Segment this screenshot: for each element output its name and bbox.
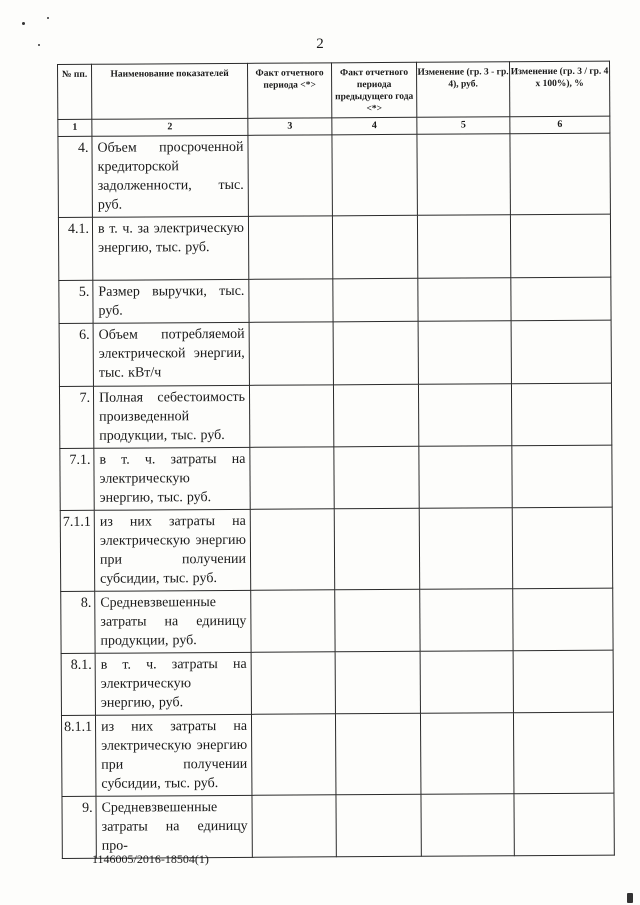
indicators-table	[57, 61, 615, 859]
indicator-name: Средневзвешенные затраты на единицу продукции, руб.	[95, 590, 251, 653]
value-cell	[419, 446, 512, 509]
header-indicator-name: Наименование показателей	[92, 63, 248, 119]
value-cell	[511, 383, 611, 446]
value-cell	[513, 712, 613, 794]
value-cell	[250, 447, 334, 510]
value-cell	[333, 384, 418, 447]
value-cell	[248, 216, 332, 280]
indicator-name: в т. ч. затраты на электрическую энергию, тыс. руб.	[94, 447, 250, 510]
row-number: 8.1.1	[61, 715, 95, 796]
value-cell	[332, 134, 417, 216]
table-row	[58, 214, 610, 280]
value-cell	[514, 793, 614, 856]
table-row	[60, 445, 612, 510]
value-cell	[418, 321, 511, 385]
value-cell	[510, 214, 610, 278]
value-cell	[251, 714, 335, 796]
column-number: 1	[58, 119, 92, 136]
indicator-name: Объем просроченной кредиторской задолженности, тыс. руб.	[92, 135, 248, 217]
value-cell	[512, 507, 612, 589]
value-cell	[251, 590, 335, 653]
scan-speck	[47, 17, 49, 19]
row-number: 5.	[59, 280, 93, 323]
row-number: 9.	[62, 796, 96, 858]
value-cell	[335, 713, 420, 795]
column-number: 4	[332, 117, 417, 135]
value-cell	[420, 589, 513, 652]
header-fact-previous-year: Факт отчетного периода предыдущего года <*>	[331, 62, 416, 118]
indicator-name: из них затраты на электрическую энергию при получении субсидии, тыс. руб.	[95, 714, 251, 796]
value-cell	[333, 321, 418, 385]
table-row	[59, 383, 611, 448]
value-cell	[420, 713, 513, 795]
value-cell	[417, 215, 510, 279]
value-cell	[250, 509, 334, 591]
row-number: 8.	[61, 591, 95, 653]
scan-speck	[38, 44, 40, 46]
indicator-name: Полная себестоимость произведенной продукции, тыс. руб.	[93, 385, 249, 448]
value-cell	[252, 795, 336, 858]
value-cell	[249, 279, 333, 323]
value-cell	[336, 794, 421, 857]
value-cell	[513, 650, 613, 713]
table-row	[62, 793, 614, 858]
value-cell	[510, 133, 610, 215]
header-change-percent: Изменение (гр. 3 / гр. 4 x 100%), %	[509, 61, 609, 117]
row-number: 7.1.	[60, 448, 94, 510]
scan-speck	[22, 22, 25, 25]
table-row	[61, 712, 613, 796]
value-cell	[335, 589, 420, 652]
indicator-name: в т. ч. затраты на электрическую энергию, руб.	[95, 652, 251, 715]
value-cell	[248, 135, 332, 217]
value-cell	[420, 651, 513, 714]
value-cell	[418, 384, 511, 447]
row-number: 8.1.	[61, 653, 95, 715]
value-cell	[512, 445, 612, 508]
indicator-name: Размер выручки, тыс. руб.	[93, 279, 249, 323]
row-number: 7.1.1	[60, 510, 94, 591]
column-number: 3	[248, 118, 332, 136]
indicator-name: Объем потребляемой электрической энергии, тыс. кВт/ч	[93, 322, 249, 386]
value-cell	[419, 508, 512, 590]
table-row	[58, 133, 610, 217]
table-row	[60, 507, 612, 591]
row-number: 4.1.	[58, 217, 92, 280]
row-number: 6.	[59, 323, 93, 386]
value-cell	[333, 278, 418, 322]
column-number: 6	[510, 116, 610, 134]
value-cell	[334, 446, 419, 509]
table-row	[61, 650, 613, 715]
value-cell	[334, 508, 419, 590]
table-row	[59, 277, 611, 323]
table-row	[61, 588, 613, 653]
value-cell	[251, 652, 335, 715]
column-number: 2	[92, 118, 248, 136]
page-number: 2	[316, 36, 324, 52]
header-change-absolute: Изменение (гр. 3 - гр. 4), руб.	[416, 62, 509, 118]
value-cell	[511, 320, 611, 384]
value-cell	[249, 322, 333, 386]
row-number: 4.	[58, 136, 92, 217]
column-number: 5	[417, 117, 510, 135]
value-cell	[511, 277, 611, 321]
indicator-name: в т. ч. за электрическую энергию, тыс. руб.	[92, 216, 248, 280]
value-cell	[418, 278, 511, 322]
header-fact-current: Факт отчетного периода <*>	[247, 63, 331, 119]
header-row	[58, 61, 610, 119]
indicators-table-wrapper	[57, 61, 615, 859]
value-cell	[421, 794, 514, 857]
indicator-name: Средневзвешенные затраты на единицу про-	[96, 795, 252, 858]
indicator-name: из них затраты на электрическую энергию при получении субсидии, тыс. руб.	[94, 509, 250, 591]
value-cell	[249, 385, 333, 448]
table-row	[59, 320, 611, 386]
header-number: № пп.	[58, 64, 92, 119]
value-cell	[513, 588, 613, 651]
value-cell	[332, 215, 417, 279]
document-code: 1146005/2016-18504(1)	[92, 852, 209, 866]
row-number: 7.	[59, 386, 93, 448]
value-cell	[335, 651, 420, 714]
scan-speck	[627, 893, 633, 903]
value-cell	[417, 134, 510, 216]
